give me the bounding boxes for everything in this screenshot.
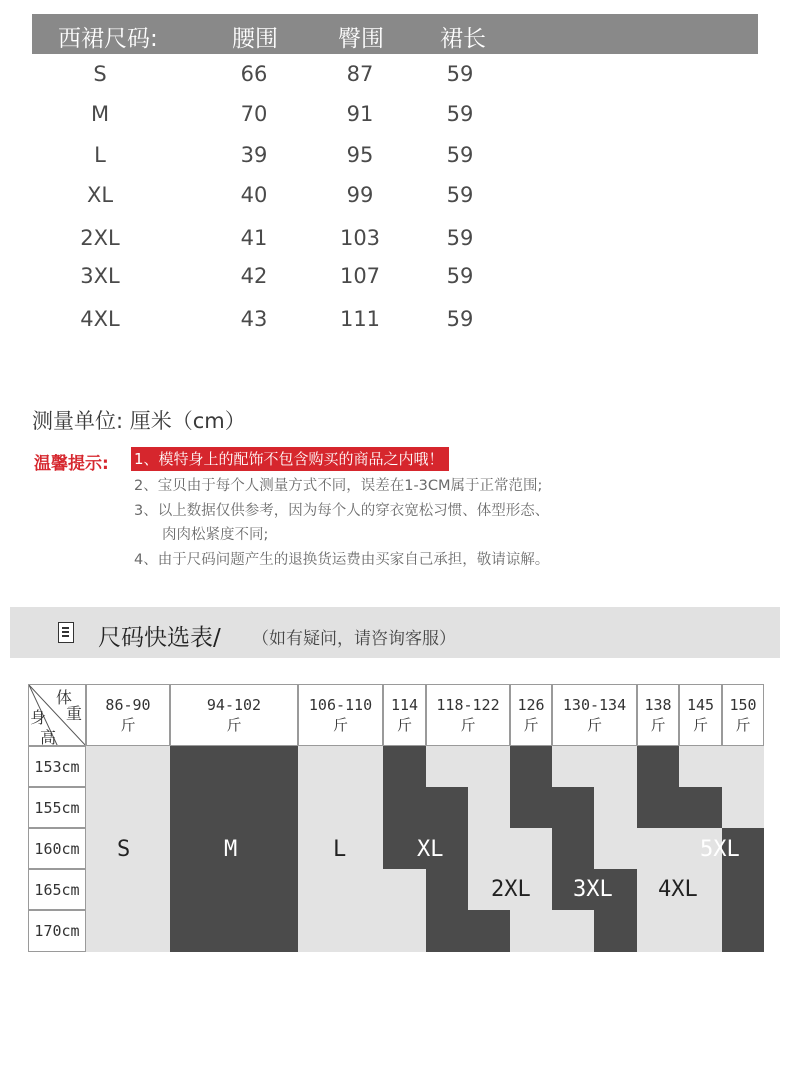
weight-range: 86-90 <box>105 696 151 714</box>
hip-cell: 87 <box>346 62 374 86</box>
weight-range: 126 <box>517 696 545 714</box>
weight-unit: 斤 <box>692 716 708 734</box>
hip-cell: 99 <box>346 183 374 207</box>
weight-unit: 斤 <box>332 716 348 734</box>
weight-unit: 斤 <box>586 716 602 734</box>
length-cell: 59 <box>446 183 474 207</box>
weight-unit: 斤 <box>226 716 242 734</box>
weight-unit: 斤 <box>120 716 136 734</box>
hip-column-header: 臀围 <box>338 26 384 52</box>
size-table-header <box>32 14 758 54</box>
corner-header-cell <box>28 684 86 746</box>
measurement-unit: 测量单位: 厘米（cm） <box>32 409 246 433</box>
size-label-xl: XL <box>417 837 444 862</box>
weight-range: 114 <box>390 696 419 714</box>
tip-item: 2、宝贝由于每个人测量方式不同，误差在1-3CM属于正常范围; <box>134 478 543 494</box>
corner-height-char-1: 身 <box>30 708 47 727</box>
table-row <box>32 307 758 347</box>
size-label-l: L <box>333 837 347 862</box>
weight-range: 118-122 <box>436 696 500 714</box>
length-column-header: 裙长 <box>440 26 486 52</box>
quick-select-banner <box>10 607 780 658</box>
hip-cell: 111 <box>339 307 381 331</box>
hip-cell: 103 <box>339 226 381 250</box>
height-row-label: 165cm <box>28 869 86 910</box>
weight-column-header <box>426 684 510 746</box>
size-table-title: 西裙尺码: <box>58 26 158 52</box>
length-cell: 59 <box>446 264 474 288</box>
weight-column-header <box>383 684 426 746</box>
size-block-xl <box>468 910 510 952</box>
size-block-4xl <box>552 746 637 787</box>
height-row-label: 153cm <box>28 746 86 787</box>
size-block-4xl <box>594 787 637 869</box>
tips-label: 温馨提示: <box>34 454 109 474</box>
hip-cell: 107 <box>339 264 381 288</box>
size-cell: 2XL <box>80 226 120 250</box>
weight-range: 130-134 <box>562 696 627 714</box>
quick-select-title: 尺码快选表/ <box>98 625 221 651</box>
size-cell: L <box>94 143 106 167</box>
weight-range: 150 <box>729 696 757 714</box>
weight-column-header <box>86 684 170 746</box>
height-row-label: 170cm <box>28 910 86 952</box>
weight-unit: 斤 <box>523 716 539 734</box>
waist-cell: 42 <box>240 264 268 288</box>
height-row-label: 160cm <box>28 828 86 869</box>
corner-height-char-2: 高 <box>40 728 57 746</box>
length-cell: 59 <box>446 143 474 167</box>
weight-column-header <box>298 684 383 746</box>
weight-column-header <box>552 684 637 746</box>
weight-unit: 斤 <box>650 716 666 734</box>
table-row <box>32 102 758 142</box>
length-cell: 59 <box>446 62 474 86</box>
weight-column-header <box>637 684 679 746</box>
size-block-5xl <box>637 746 679 828</box>
length-cell: 59 <box>446 307 474 331</box>
hip-cell: 91 <box>346 102 374 126</box>
size-cell: 4XL <box>80 307 120 331</box>
size-cell: M <box>90 102 110 126</box>
waist-cell: 39 <box>240 143 268 167</box>
table-row <box>32 183 758 223</box>
size-label-4xl: 4XL <box>658 877 698 902</box>
size-cell: S <box>93 62 107 86</box>
corner-weight-char-1: 体 <box>56 688 73 707</box>
size-label-m: M <box>224 837 238 862</box>
weight-range: 94-102 <box>206 696 262 714</box>
table-row <box>32 264 758 304</box>
tip-item: 4、由于尺码问题产生的退换货运费由买家自己承担，敬请谅解。 <box>134 552 550 568</box>
size-block-xl <box>426 869 468 952</box>
weight-range: 145 <box>686 696 715 714</box>
size-cell: 3XL <box>80 264 120 288</box>
document-icon <box>58 622 74 643</box>
weight-unit: 斤 <box>735 716 751 734</box>
weight-unit: 斤 <box>396 716 412 734</box>
weight-range: 106-110 <box>308 696 373 714</box>
waist-cell: 40 <box>240 183 268 207</box>
size-block-5xl <box>679 787 722 828</box>
hip-cell: 95 <box>346 143 374 167</box>
tip-highlight: 1、模特身上的配饰不包含购买的商品之内哦！ <box>131 447 449 471</box>
length-cell: 59 <box>446 102 474 126</box>
waist-cell: 43 <box>240 307 268 331</box>
weight-column-header <box>170 684 298 746</box>
size-label-5xl: 5XL <box>700 837 740 862</box>
size-block-3xl <box>510 746 552 828</box>
height-row-label: 155cm <box>28 787 86 828</box>
size-block-2xl <box>426 746 510 787</box>
waist-cell: 70 <box>240 102 268 126</box>
size-label-3xl: 3XL <box>573 877 613 902</box>
length-cell: 59 <box>446 226 474 250</box>
quick-select-subtitle: （如有疑问，请咨询客服） <box>252 629 456 649</box>
weight-column-header <box>510 684 552 746</box>
size-quick-select-grid <box>28 684 764 952</box>
waist-cell: 66 <box>240 62 268 86</box>
weight-range: 138 <box>644 696 672 714</box>
size-block-l-tail <box>383 869 426 952</box>
size-block-5xl-light <box>679 746 764 787</box>
waist-cell: 41 <box>240 226 268 250</box>
table-row <box>32 143 758 183</box>
waist-column-header: 腰围 <box>232 26 278 52</box>
weight-column-header <box>679 684 722 746</box>
size-cell: XL <box>86 183 114 207</box>
tip-item-continued: 肉肉松紧度不同; <box>162 527 269 543</box>
weight-unit: 斤 <box>460 716 476 734</box>
weight-column-header <box>722 684 764 746</box>
size-label-s: S <box>117 837 131 862</box>
table-row <box>32 62 758 102</box>
size-block-5xl-light <box>722 787 764 828</box>
corner-weight-char-2: 重 <box>66 704 83 723</box>
tip-item: 3、以上数据仅供参考，因为每个人的穿衣宽松习惯、体型形态、 <box>134 503 550 519</box>
size-block-2xl-tail <box>552 910 594 952</box>
table-row <box>32 226 758 266</box>
size-label-2xl: 2XL <box>491 877 531 902</box>
